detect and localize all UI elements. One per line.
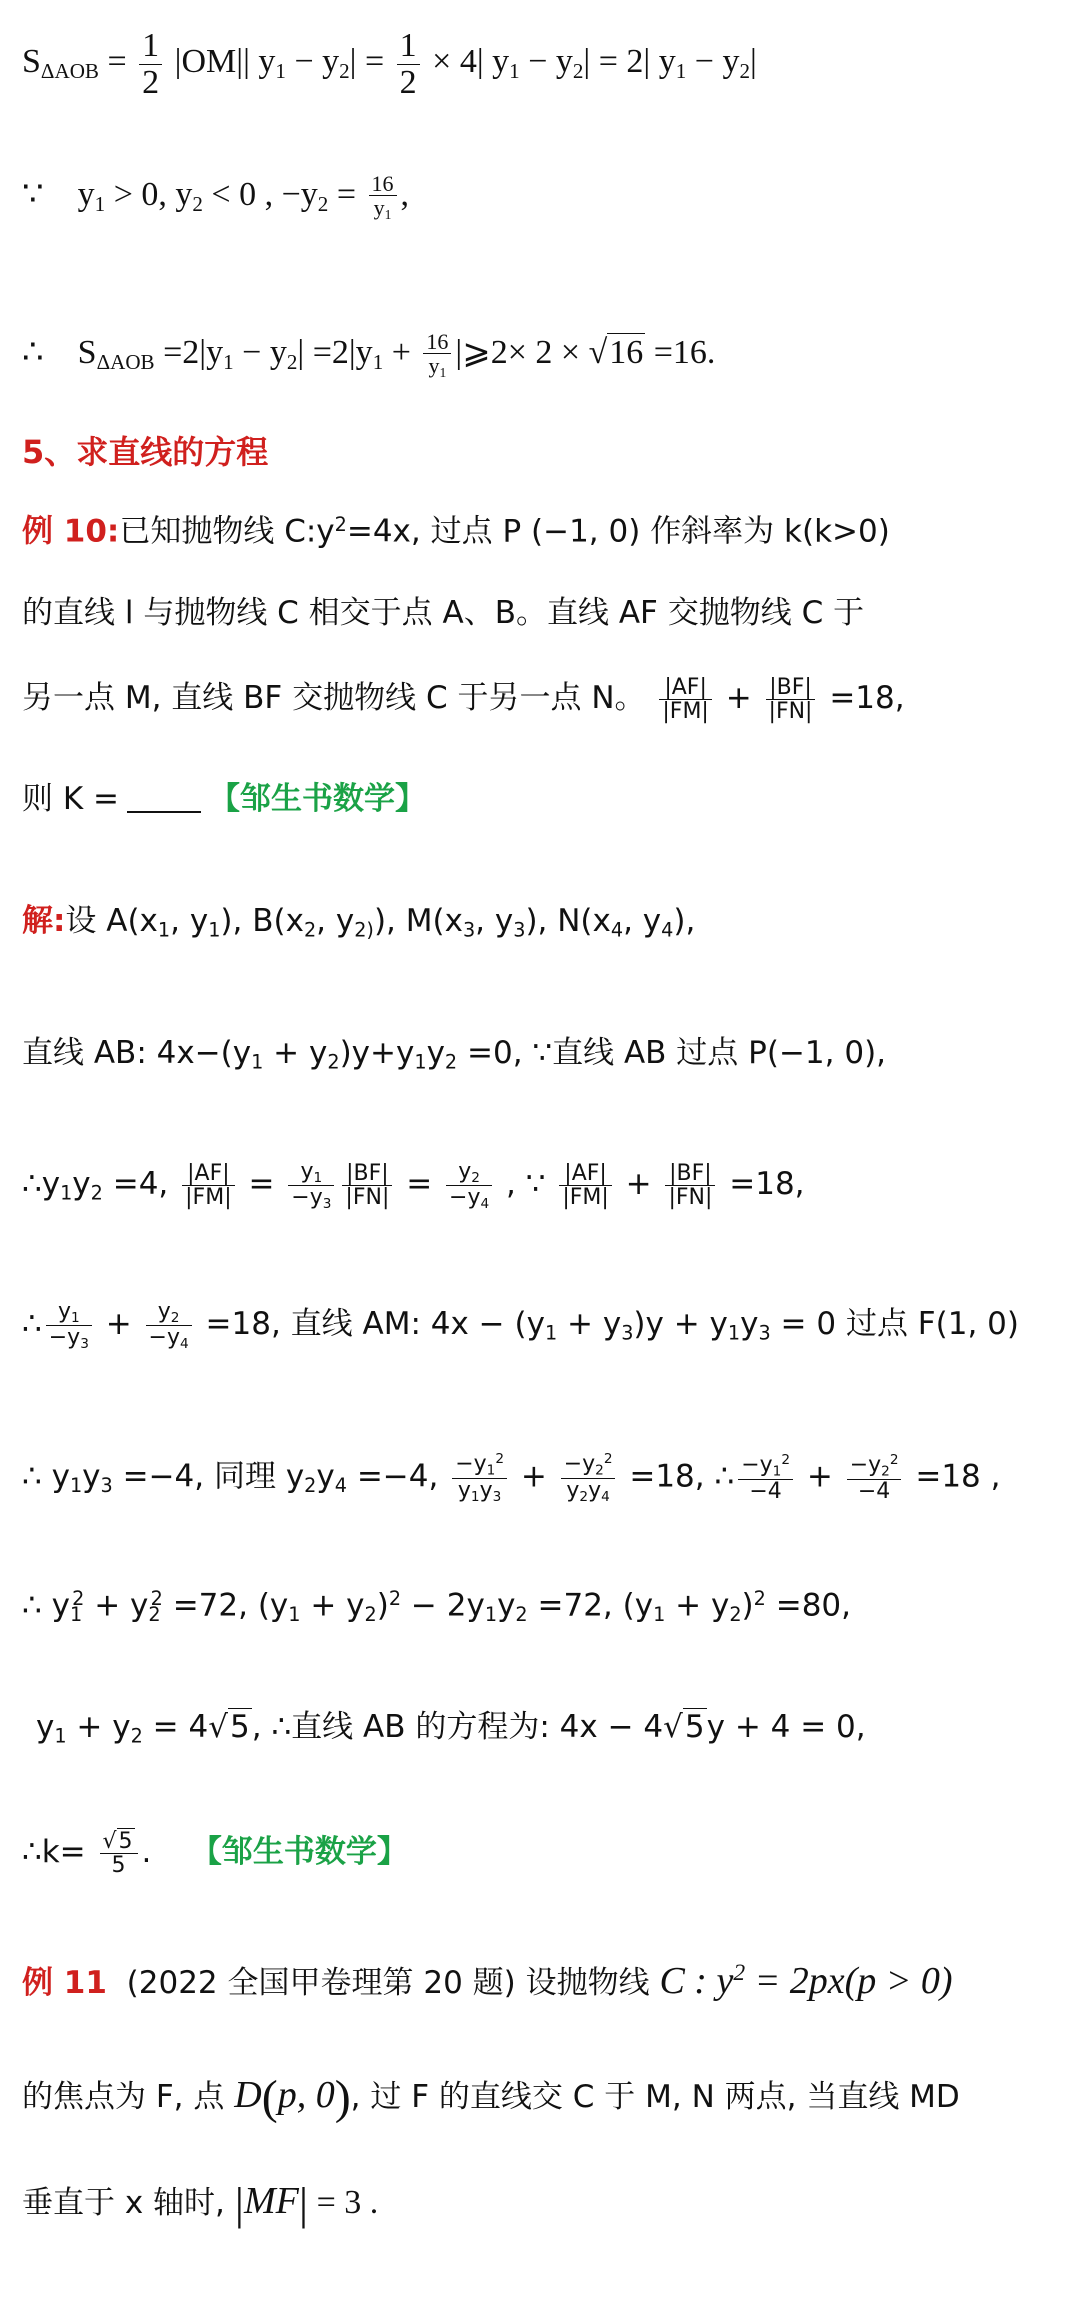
solution-line-3: $\therefore y_1y_2 =4$, $\frac{|AF|}{|FM|}$ = $\frac{y_1}{-y_3}$ $\frac{|BF|}{|FN|}$ = $\frac{y_2}{-y_4}$ , ∵ $\frac{|AF|}{|FM|}$ + $\frac{|BF|}{|FN|}$ =18,	[22, 1159, 805, 1212]
example-11-line-2: 的焦点为 F, 点 D(p, 0), 过 F 的直线交 C 于 M, N 两点, 当直线 MD	[22, 2071, 960, 2124]
solution-line-7: $y_1 + y_2 = 4√5$, ∴直线 AB 的方程为: 4x − 4√5y + 4 = 0,	[36, 1709, 866, 1748]
fraction-y1-over-neg-y3-b: $\frac{y_1}{-y_3}$	[46, 1300, 92, 1351]
example-11-line-3: 垂直于 x 轴时, |MF| = 3 .	[22, 2178, 379, 2229]
example-10-line-2: 的直线 l 与抛物线 C 相交于点 A、B。直线 AF 交抛物线 C 于	[22, 595, 865, 631]
fraction-af-fm: $\frac{|AF|}{|FM|}$	[659, 676, 711, 723]
fraction-bf-fn-3: $\frac{|BF|}{|FN|}$	[665, 1162, 715, 1209]
fraction-neg-y2sq-over-y2y4: $\frac{-y_2^2}{y_2y_4}$	[561, 1452, 616, 1504]
fraction-y2-over-neg-y4: $\frac{y_2}{-y_4}$	[446, 1160, 492, 1211]
fraction-16-over-y1: $\frac{16}{y_1}$	[369, 172, 397, 222]
fraction-neg-y1sq-over-neg4: $\frac{-y_1^2}{-4}$	[738, 1453, 793, 1503]
solution-line-5: ∴ $y_1y_3 =-4$, 同理 $y_2y_4 =-4$, $\frac{-y_1^2}{y_1y_3}$ + $\frac{-y_2^2}{y_2y_4}$ =18, ∴ $\frac{-y_1^2}{-4}$ + $\frac{-y_2^2}{-4}$ =18 ,	[22, 1451, 1001, 1505]
example-10-label: 例 10:	[22, 513, 120, 550]
area-formula-line-1: $S_{\Delta AOB}$ = $\frac{1}{2}$ |OM|| $y_1 - y_2|$ = $\frac{1}{2}$ × 4| $y_1 - y_2| = 2|$ $y_1 - y_2|$	[22, 27, 757, 101]
fraction-af-fm-3: $\frac{|AF|}{|FM|}$	[559, 1162, 611, 1209]
fraction-bf-fn-2: $\frac{|BF|}{|FN|}$	[342, 1162, 392, 1209]
brand-tag-2: 【邹生书数学】	[190, 1834, 408, 1871]
fraction-sqrt5-over-5: $\frac{√5}{5}$	[100, 1830, 138, 1877]
fraction-half: $\frac{1}{2}$	[139, 28, 162, 100]
fraction-half-2: $\frac{1}{2}$	[397, 28, 420, 100]
fraction-y2-over-neg-y4-b: $\frac{y_2}{-y_4}$	[146, 1300, 192, 1351]
fraction-16-over-y1-b: $\frac{16}{y_1}$	[423, 330, 451, 380]
example-11-line-1: 例 11 (2022 全国甲卷理第 20 题) 设抛物线 C : $y^2 = 2px(p > 0)$	[22, 1960, 953, 2002]
solution-line-4: ∴ $\frac{y_1}{-y_3}$ + $\frac{y_2}{-y_4}$ =18, 直线 AM: $4x - (y_1 + y_3)y + y_1y_3 = 0$ 过点 F(1, 0)	[22, 1299, 1019, 1352]
solution-line-6: ∴ $y_1^2 + y_2^2 =72$, $(y_1 + y_2)^2 - 2y_1y_2 =72$, $(y_1 + y_2)^2 =80$,	[22, 1587, 852, 1626]
example-10-line-1: 例 10:已知抛物线 $C:y^2=4x$, 过点 P (−1, 0) 作斜率为 k(k>0)	[22, 513, 890, 550]
brand-tag: 【邹生书数学】	[209, 781, 427, 817]
example-10-line-3: 另一点 M, 直线 BF 交抛物线 C 于另一点 N。 $\frac{|AF|}{|FM|}$ + $\frac{|BF|}{|FN|}$ =18,	[22, 675, 905, 725]
solution-line-1: 解:设 $A(x_1$, $y_1$), $B(x_2$, $y_{2)}$), $M(x_3$, $y_3$), $N(x_4$, $y_4$),	[22, 903, 696, 942]
example-11-label: 例 11	[22, 1965, 107, 2001]
solution-line-2: 直线 AB: $4x-(y_1 + y_2)y+y_1y_2 =0$, ∵直线 AB 过点 P(−1, 0),	[22, 1035, 887, 1074]
fraction-y1-over-neg-y3: $\frac{y_1}{-y_3}$	[288, 1160, 334, 1211]
fraction-af-fm-2: $\frac{|AF|}{|FM|}$	[182, 1162, 234, 1209]
fraction-neg-y2sq-over-neg4: $\frac{-y_2^2}{-4}$	[847, 1453, 902, 1503]
example-10-line-4: 则 K = 【邹生书数学】	[22, 781, 427, 817]
fraction-neg-y1sq-over-y1y3: $\frac{-y_1^2}{y_1y_3}$	[452, 1452, 507, 1504]
section-heading-5: 5、求直线的方程	[22, 433, 269, 471]
solution-line-8: ∴k= $\frac{√5}{5}$ . 【邹生书数学】	[22, 1829, 408, 1879]
solution-label: 解:	[22, 903, 66, 939]
fraction-bf-fn: $\frac{|BF|}{|FN|}$	[766, 676, 816, 723]
answer-blank	[127, 811, 201, 813]
area-result-line: ∴ $S_{\Delta AOB} =2|y_1 - y_2| =2|y_1$ + $\frac{16}{y_1}$ |⩾2× 2 × √16 =16.	[22, 329, 716, 380]
condition-line: ∵ $y_1 > 0$, $y_2 < 0$ , $-y_2$ = $\frac{16}{y_1}$ ,	[22, 171, 410, 222]
